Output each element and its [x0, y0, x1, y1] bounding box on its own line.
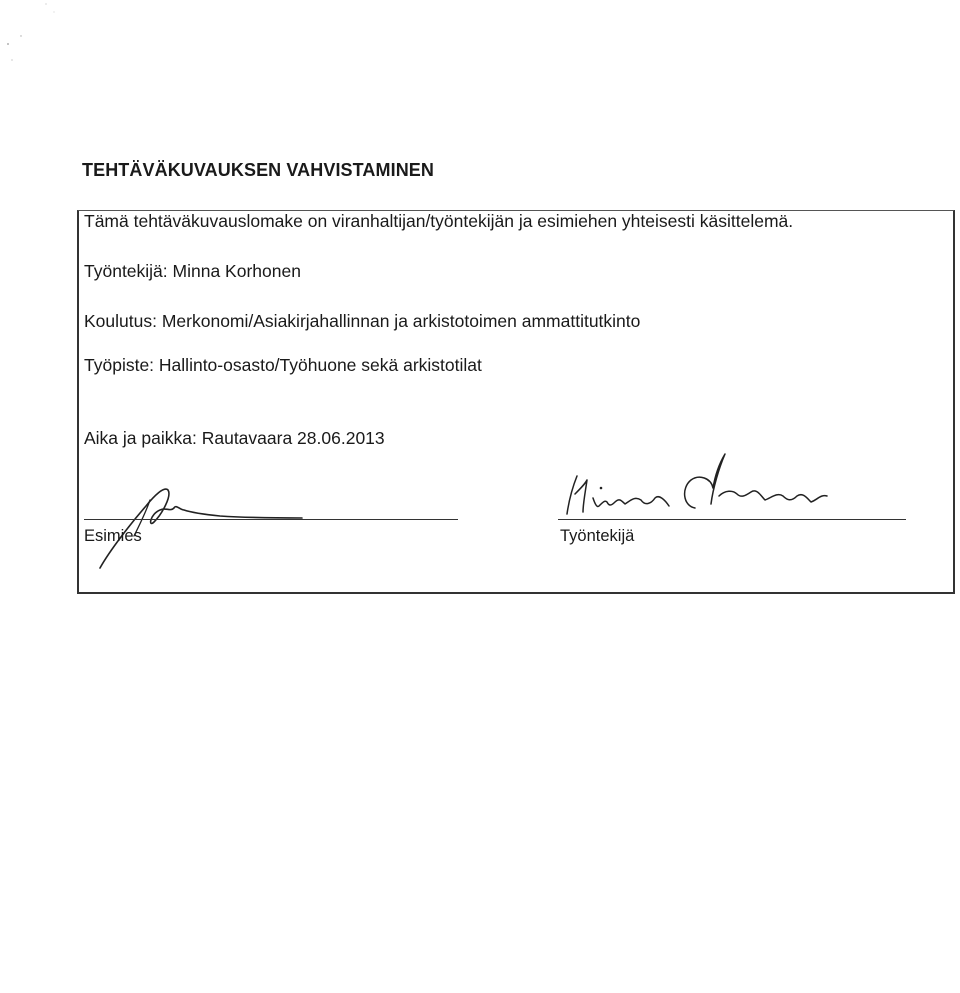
education-label: Koulutus: — [84, 311, 157, 331]
employee-row — [84, 261, 301, 282]
employee-value: Minna Korhonen — [172, 261, 301, 281]
date-place-label: Aika ja paikka: — [84, 428, 197, 448]
scan-specks — [0, 0, 60, 70]
employee-signature-label: Työntekijä — [560, 527, 635, 545]
workplace-label: Työpiste: — [84, 355, 155, 375]
date-place-value: Rautavaara 28.06.2013 — [201, 428, 385, 448]
education-value: Merkonomi/Asiakirjahallinnan ja arkistotoimen ammattitutkinto — [161, 311, 641, 331]
employee-signature-line — [558, 519, 906, 520]
intro-text: Tämä tehtäväkuvauslomake on viranhaltijan/työntekijän ja esimiehen yhteisesti käsittelemä. — [84, 211, 794, 231]
employee-signature — [555, 448, 855, 528]
supervisor-label: Esimies — [84, 527, 142, 545]
employee-label: Työntekijä: — [84, 261, 168, 281]
workplace-row — [84, 355, 482, 376]
supervisor-signature — [80, 470, 320, 570]
education-row — [84, 311, 640, 332]
date-place-row — [84, 428, 385, 449]
supervisor-signature-line — [84, 519, 458, 520]
workplace-value: Hallinto-osasto/Työhuone sekä arkistotilat — [158, 355, 482, 375]
document-title: TEHTÄVÄKUVAUKSEN VAHVISTAMINEN — [82, 160, 435, 180]
